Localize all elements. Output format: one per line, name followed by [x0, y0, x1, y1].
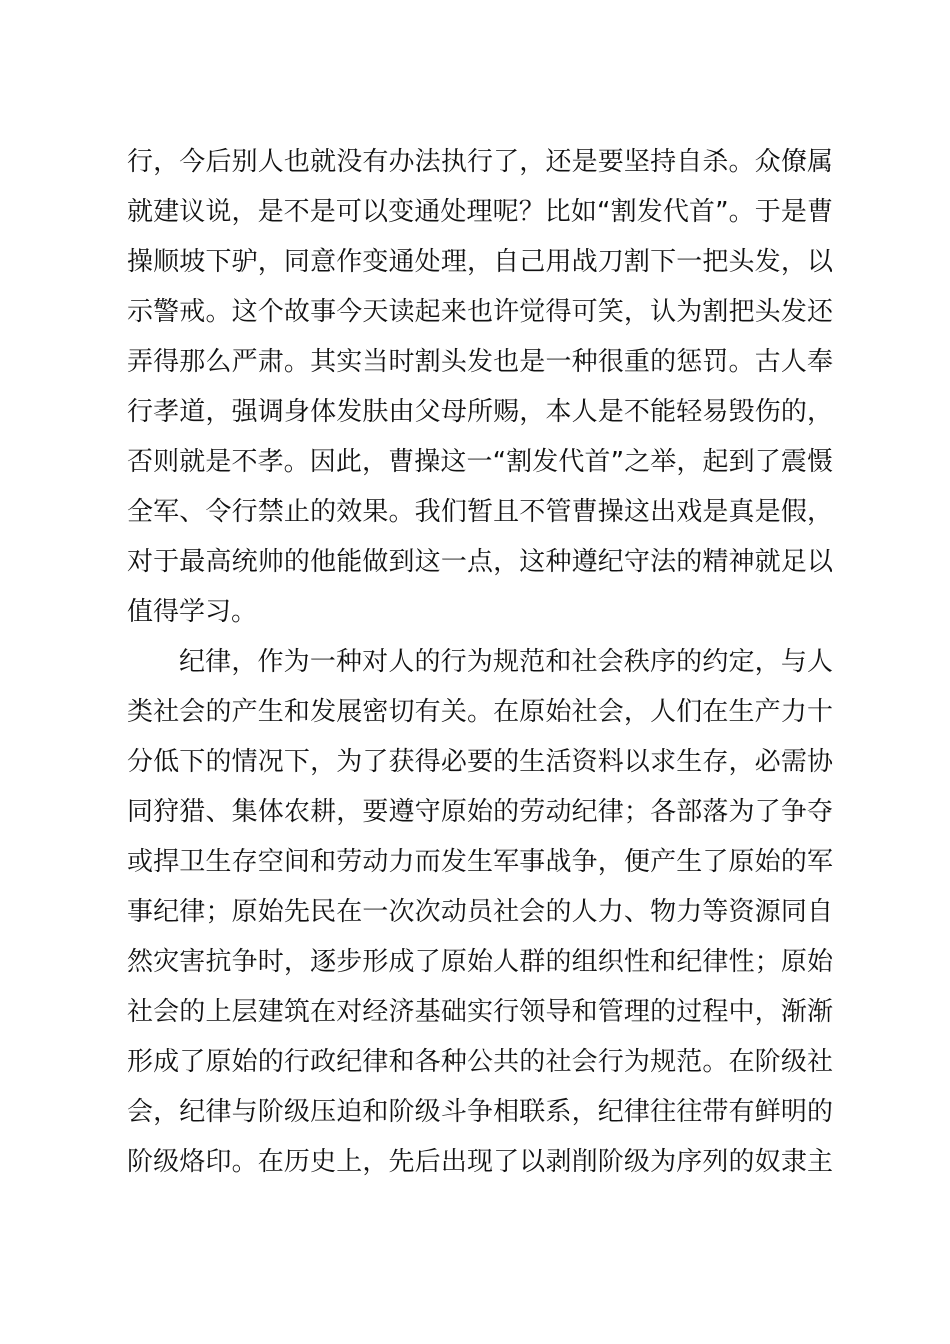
paragraph-2 [127, 637, 833, 1187]
text-line: 全军、令行禁止的效果。我们暂且不管曹操这出戏是真是假， [127, 497, 833, 527]
text-line: 弄得那么严肃。其实当时割头发也是一种很重的惩罚。古人奉 [127, 347, 833, 377]
text-line: 否则就是不孝。因此，曹操这一“割发代首”之举，起到了震慑 [127, 447, 833, 477]
text-line: 行，今后别人也就没有办法执行了，还是要坚持自杀。众僚属 [127, 147, 833, 177]
text-line: 类社会的产生和发展密切有关。在原始社会，人们在生产力十 [127, 697, 833, 727]
text-line: 阶级烙印。在历史上，先后出现了以剥削阶级为序列的奴隶主 [127, 1147, 833, 1177]
body-text [127, 137, 833, 1187]
text-line: 行孝道，强调身体发肤由父母所赐，本人是不能轻易毁伤的， [127, 397, 833, 427]
text-line: 分低下的情况下，为了获得必要的生活资料以求生存，必需协 [127, 747, 833, 777]
text-line: 纪律，作为一种对人的行为规范和社会秩序的约定，与人 [179, 647, 833, 677]
text-line: 形成了原始的行政纪律和各种公共的社会行为规范。在阶级社 [127, 1047, 833, 1077]
text-line: 然灾害抗争时，逐步形成了原始人群的组织性和纪律性；原始 [127, 947, 833, 977]
text-line: 社会的上层建筑在对经济基础实行领导和管理的过程中，渐渐 [127, 997, 833, 1027]
text-line: 值得学习。 [127, 597, 258, 627]
text-line: 同狩猎、集体农耕，要遵守原始的劳动纪律；各部落为了争夺 [127, 797, 833, 827]
text-line: 就建议说，是不是可以变通处理呢？比如“割发代首”。于是曹 [127, 197, 833, 227]
paragraph-1 [127, 137, 833, 637]
text-line: 操顺坡下驴，同意作变通处理，自己用战刀割下一把头发，以 [127, 247, 833, 277]
text-line: 对于最高统帅的他能做到这一点，这种遵纪守法的精神就足以 [127, 547, 833, 577]
text-line: 或捍卫生存空间和劳动力而发生军事战争，便产生了原始的军 [127, 847, 833, 877]
text-line: 示警戒。这个故事今天读起来也许觉得可笑，认为割把头发还 [127, 297, 833, 327]
text-line: 事纪律；原始先民在一次次动员社会的人力、物力等资源同自 [127, 897, 833, 927]
text-line: 会，纪律与阶级压迫和阶级斗争相联系，纪律往往带有鲜明的 [127, 1097, 833, 1127]
